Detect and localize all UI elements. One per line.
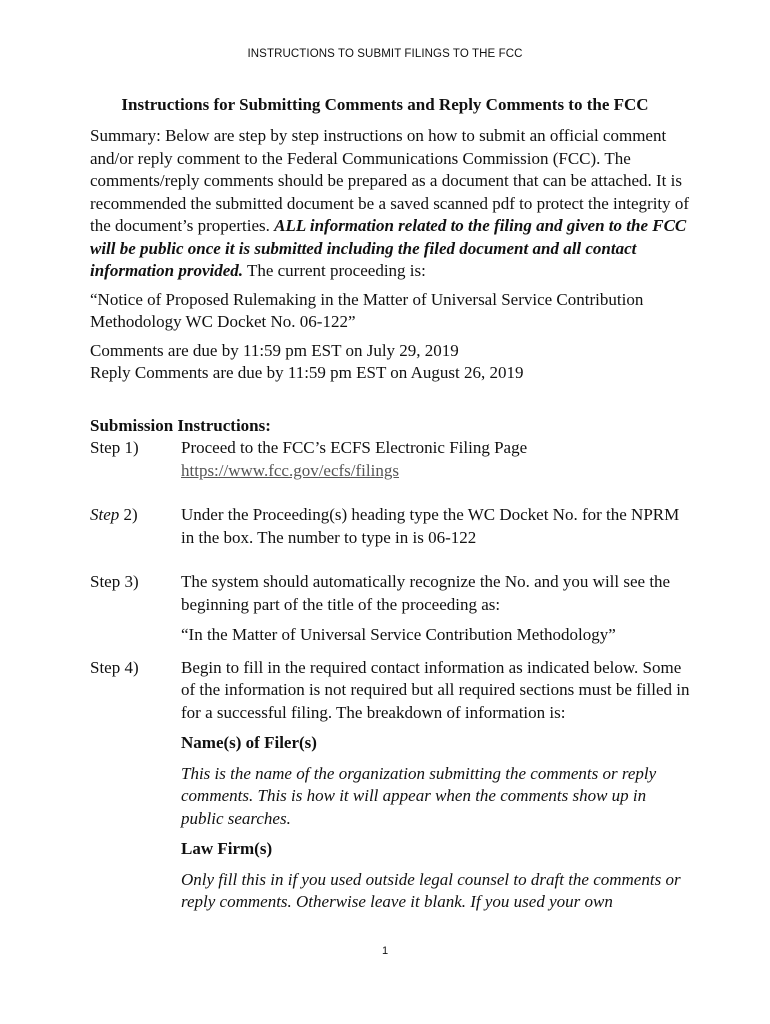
summary-tail: The current proceeding is:	[243, 261, 426, 280]
running-header: INSTRUCTIONS TO SUBMIT FILINGS TO THE FCC	[247, 48, 523, 60]
ecfs-filings-link[interactable]: https://www.fcc.gov/ecfs/filings	[181, 460, 399, 480]
due-dates	[90, 340, 690, 385]
step-4-label: Step 4)	[90, 657, 139, 677]
reply-comments-due: Reply Comments are due by 11:59 pm EST on August 26, 2019	[90, 363, 524, 382]
step-3-label: Step 3)	[90, 572, 139, 591]
proceeding-notice: “Notice of Proposed Rulemaking in the Matter of Universal Service Contribution Methodology WC Docket No. 06-122”	[90, 289, 644, 331]
filer-heading: Name(s) of Filer(s)	[181, 733, 317, 752]
summary-text: Summary: Below are step by step instructions on how to submit an official comment and/or reply comment to the Federal Communications Commission (FCC). The comments/reply comments should be prepared as a document that can be attached. It is recommended the submitted document be a saved scanned pdf to protect the integrity of the document’s properties.	[90, 126, 690, 235]
step-4-body	[181, 657, 690, 914]
step-4-row	[90, 657, 690, 914]
step-1-label: Step 1)	[90, 438, 139, 457]
step-2-label-num: 2)	[119, 505, 138, 524]
law-firm-heading: Law Firm(s)	[181, 839, 273, 858]
submission-heading: Submission Instructions:	[90, 415, 271, 435]
law-firm-description: Only fill this in if you used outside legal counsel to draft the comments or reply comments. Otherwise leave it blank. If you used your own	[181, 869, 681, 911]
step-3-quote: “In the Matter of Universal Service Contribution Methodology”	[181, 625, 616, 644]
step-4-text: Begin to fill in the required contact information as indicated below. Some of the information is not required but all required sections must be filled in for a successful filing. The breakdown of information is:	[181, 657, 690, 722]
step-2-label	[90, 504, 181, 549]
filer-description: This is the name of the organization submitting the comments or reply comments. This is how it will appear when the comments show up in public searches.	[181, 763, 657, 828]
page-title: Instructions for Submitting Comments and Reply Comments to the FCC	[121, 95, 649, 114]
step-3-text: The system should automatically recognize the No. and you will see the beginning part of the title of the proceeding as:	[181, 572, 671, 614]
step-3-body	[181, 571, 690, 647]
summary-emphasis: ALL information related to the filing and given to the FCC will be public once it is submitted including the filed document and all contact information provided.	[90, 216, 687, 280]
step-2-label-word: Step	[90, 505, 120, 524]
step-3-row	[90, 571, 690, 647]
step-1-text: Proceed to the FCC’s ECFS Electronic Filing Page	[181, 438, 528, 457]
step-1-row	[90, 437, 690, 482]
step-2-text: Under the Proceeding(s) heading type the WC Docket No. for the NPRM in the box. The number to type in is 06-122	[181, 505, 680, 547]
summary-paragraph	[90, 125, 690, 283]
comments-due: Comments are due by 11:59 pm EST on July 29, 2019	[90, 340, 459, 360]
step-1-body	[181, 437, 690, 482]
document-body	[90, 125, 690, 914]
page-number: 1	[381, 945, 389, 957]
step-2-row	[90, 504, 690, 549]
